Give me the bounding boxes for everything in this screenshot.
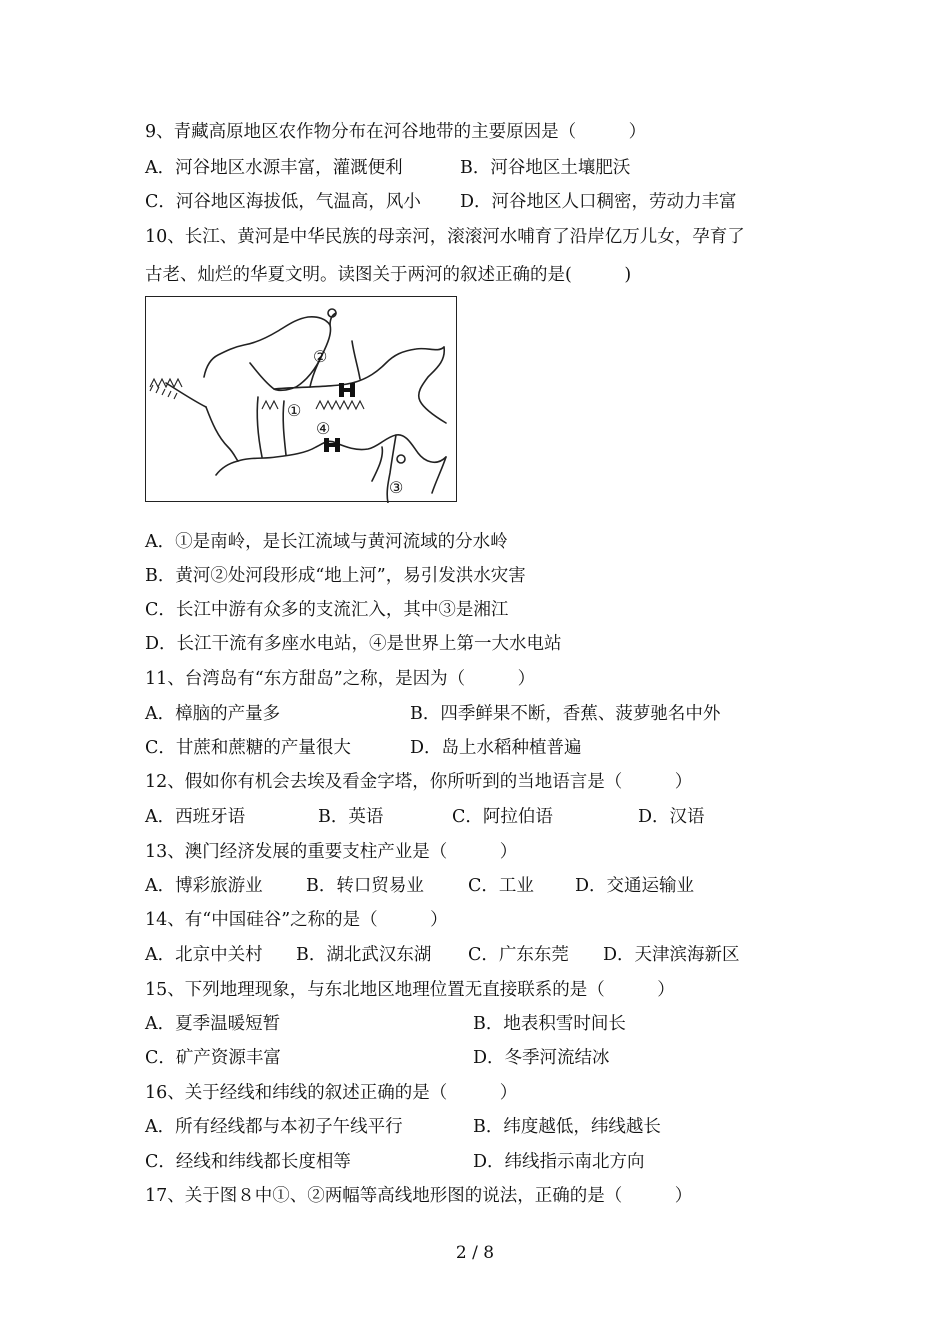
q13-option-b: B．转口贸易业 xyxy=(306,876,424,896)
question-10-stem-line1: 10、长江、黄河是中华民族的母亲河，滚滚河水哺育了沿岸亿万儿女，孕育了 xyxy=(145,227,745,247)
q11-option-c: C．甘蔗和蔗糖的产量很大 xyxy=(145,738,351,758)
question-10-stem-line2: 古老、灿烂的华夏文明。读图关于两河的叙述正确的是( ) xyxy=(145,265,632,285)
map-label-4: ④ xyxy=(316,419,331,438)
q14-option-d: D．天津滨海新区 xyxy=(603,945,740,965)
q16-option-d: D．纬线指示南北方向 xyxy=(473,1152,645,1172)
q15-option-b: B．地表积雪时间长 xyxy=(473,1014,626,1034)
q12-option-a: A．西班牙语 xyxy=(145,807,246,827)
question-16-stem: 16、关于经线和纬线的叙述正确的是（ ） xyxy=(145,1083,518,1103)
question-14-stem: 14、有“中国硅谷”之称的是（ ） xyxy=(145,910,448,930)
q9-option-a: A．河谷地区水源丰富，灌溉便利 xyxy=(145,158,403,178)
q10-option-b: B．黄河②处河段形成“地上河”，易引发洪水灾害 xyxy=(145,566,526,586)
q15-option-a: A．夏季温暖短暂 xyxy=(145,1014,281,1034)
q15-option-c: C．矿产资源丰富 xyxy=(145,1048,281,1068)
page-number: 2 / 8 xyxy=(455,1243,495,1263)
question-9-stem: 9、青藏高原地区农作物分布在河谷地带的主要原因是（ ） xyxy=(145,122,647,142)
rivers-map-figure xyxy=(145,296,457,502)
q12-option-d: D．汉语 xyxy=(638,807,705,827)
q10-option-c: C．长江中游有众多的支流汇入，其中③是湘江 xyxy=(145,600,509,620)
q13-option-a: A．博彩旅游业 xyxy=(145,876,263,896)
map-label-3: ③ xyxy=(389,478,404,497)
q11-option-b: B．四季鲜果不断，香蕉、菠萝驰名中外 xyxy=(410,704,721,724)
q10-option-a: A．①是南岭，是长江流域与黄河流域的分水岭 xyxy=(145,532,508,552)
q12-option-c: C．阿拉伯语 xyxy=(452,807,553,827)
q11-option-d: D．岛上水稻种植普遍 xyxy=(410,738,582,758)
rivers-map-drawing xyxy=(146,297,458,503)
question-17-stem: 17、关于图８中①、②两幅等高线地形图的说法，正确的是（ ） xyxy=(145,1186,693,1206)
question-15-stem: 15、下列地理现象，与东北地区地理位置无直接联系的是（ ） xyxy=(145,980,675,1000)
q9-option-c: C．河谷地区海拔低，气温高，风小 xyxy=(145,192,421,212)
q11-option-a: A．樟脑的产量多 xyxy=(145,704,281,724)
map-label-1: ① xyxy=(287,401,302,420)
question-11-stem: 11、台湾岛有“东方甜岛”之称，是因为（ ） xyxy=(145,669,536,689)
q14-option-a: A．北京中关村 xyxy=(145,945,263,965)
q12-option-b: B．英语 xyxy=(318,807,384,827)
q10-option-d: D．长江干流有多座水电站，④是世界上第一大水电站 xyxy=(145,634,562,654)
question-13-stem: 13、澳门经济发展的重要支柱产业是（ ） xyxy=(145,842,518,862)
q16-option-c: C．经线和纬线都长度相等 xyxy=(145,1152,351,1172)
question-12-stem: 12、假如你有机会去埃及看金字塔，你所听到的当地语言是（ ） xyxy=(145,772,693,792)
map-label-2: ② xyxy=(313,347,328,366)
q15-option-d: D．冬季河流结冰 xyxy=(473,1048,610,1068)
q16-option-a: A．所有经线都与本初子午线平行 xyxy=(145,1117,403,1137)
q13-option-c: C．工业 xyxy=(468,876,534,896)
q14-option-c: C．广东东莞 xyxy=(468,945,569,965)
q9-option-b: B．河谷地区土壤肥沃 xyxy=(460,158,631,178)
q9-option-d: D．河谷地区人口稠密，劳动力丰富 xyxy=(460,192,737,212)
q13-option-d: D．交通运输业 xyxy=(575,876,695,896)
q16-option-b: B．纬度越低，纬线越长 xyxy=(473,1117,661,1137)
q14-option-b: B．湖北武汉东湖 xyxy=(296,945,432,965)
